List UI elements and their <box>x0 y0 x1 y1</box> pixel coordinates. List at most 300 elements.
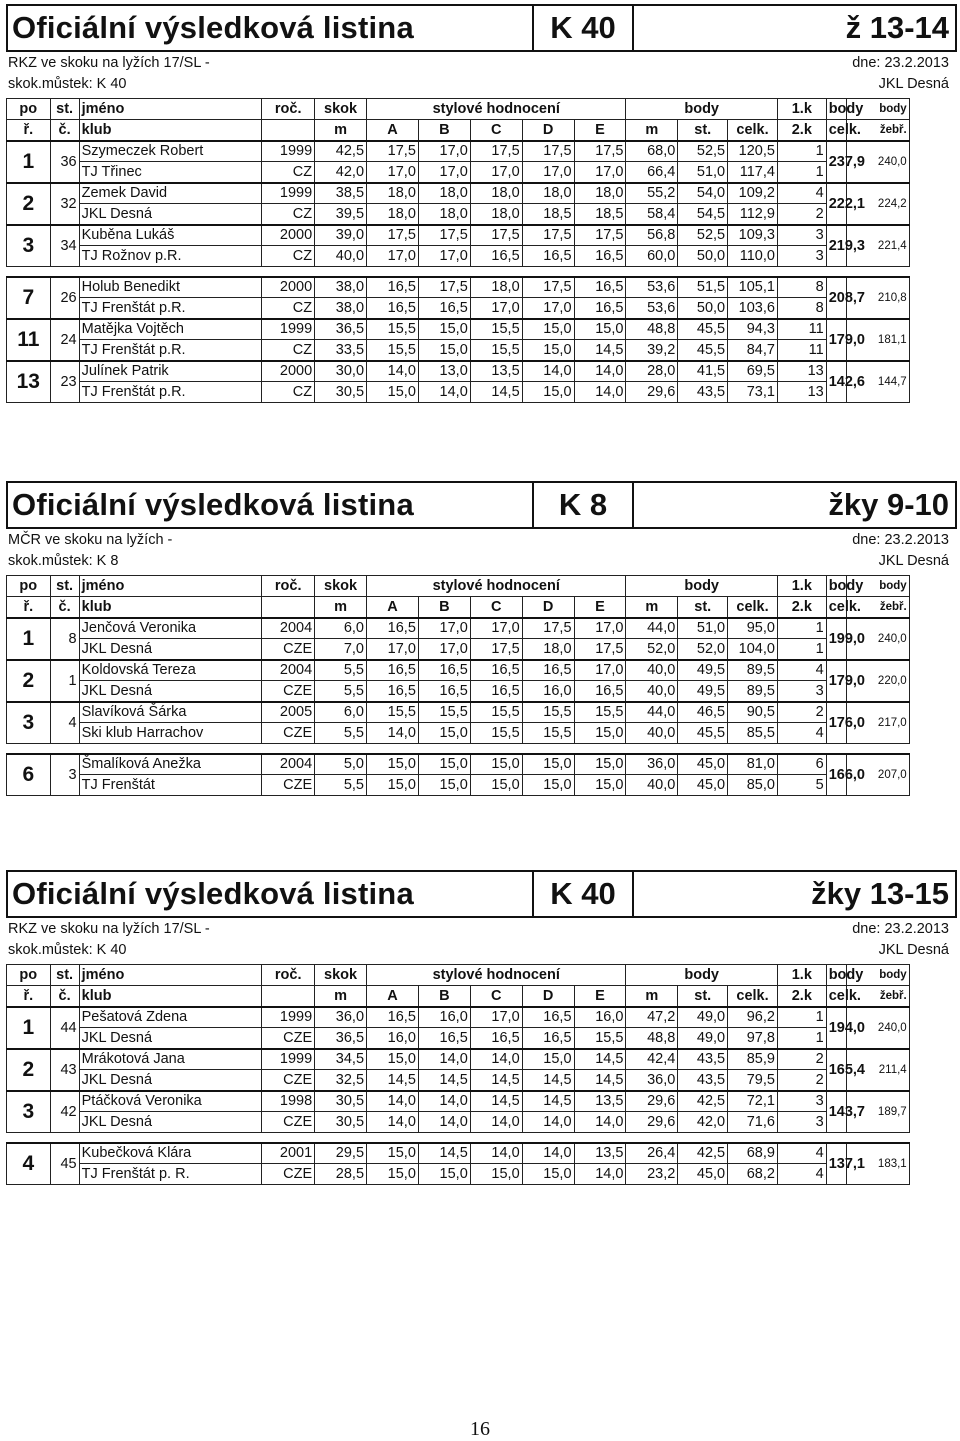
jump1-value: 29,5 <box>315 1143 367 1164</box>
jump1-value: 14,0 <box>470 1049 522 1070</box>
start-number: 36 <box>50 141 79 183</box>
jump2-value: 73,1 <box>728 382 778 403</box>
athlete-name: Mrákotová Jana <box>79 1049 262 1070</box>
jump2-value: 52,0 <box>626 639 678 660</box>
jump2-value: 112,9 <box>728 204 778 225</box>
jump2-value: 16,5 <box>574 298 626 319</box>
athlete-name: Holub Benedikt <box>79 277 262 298</box>
nationality: CZE <box>262 1070 315 1091</box>
header-judge-d: D <box>522 120 574 141</box>
jump1-value: 56,8 <box>626 225 678 246</box>
jump1-value: 16,5 <box>367 277 419 298</box>
header-judge-b: B <box>418 986 470 1007</box>
start-number: 42 <box>50 1091 79 1133</box>
club-name: TJ Třinec <box>79 162 262 183</box>
header-club: klub <box>79 986 262 1007</box>
header-judge-a: A <box>367 986 419 1007</box>
header-judge-e: E <box>574 597 626 618</box>
header-ladder-zebr: žebř. <box>847 986 909 1007</box>
club-name: JKL Desná <box>79 1070 262 1091</box>
club-name: JKL Desná <box>79 1112 262 1133</box>
jump1-value: 1 <box>777 1007 826 1028</box>
jump1-value: 15,0 <box>367 1049 419 1070</box>
jump2-value: 15,0 <box>522 775 574 796</box>
sheet-title: Oficiální výsledková listina <box>8 483 534 527</box>
jump1-value: 45,0 <box>678 754 728 775</box>
jump1-value: 38,0 <box>315 277 367 298</box>
jump2-value: 16,5 <box>418 298 470 319</box>
jump2-value: 15,0 <box>367 1164 419 1185</box>
jump1-value: 1 <box>777 618 826 639</box>
nationality: CZE <box>262 1028 315 1049</box>
hill-info: skok.můstek: K 40 <box>8 76 127 92</box>
header-row-1 <box>7 99 958 120</box>
total-points: 166,0 <box>826 754 847 796</box>
competition-name: MČR ve skoku na lyžích - <box>8 532 173 548</box>
club-name: TJ Frenštát p.R. <box>79 382 262 403</box>
competition-date: dne: 23.2.2013 <box>852 532 949 548</box>
header-points-total: celk. <box>728 986 778 1007</box>
jump1-value: 17,0 <box>418 618 470 639</box>
header-round1: 1.k <box>777 576 826 597</box>
header-points: body <box>626 576 778 597</box>
jump1-value: 17,0 <box>574 618 626 639</box>
athlete-place: 3 <box>7 225 51 267</box>
jump1-value: 17,5 <box>574 141 626 162</box>
jump1-value: 16,5 <box>522 660 574 681</box>
jump1-value: 28,0 <box>626 361 678 382</box>
ladder-points: 217,0 <box>847 702 909 744</box>
nationality: CZ <box>262 298 315 319</box>
ladder-points: 144,7 <box>847 361 909 403</box>
start-number: 26 <box>50 277 79 319</box>
birth-year: 1999 <box>262 1049 315 1070</box>
athlete-name: Kubečková Klára <box>79 1143 262 1164</box>
jump2-value: 45,5 <box>678 340 728 361</box>
header-style-scores: stylové hodnocení <box>367 576 626 597</box>
result-row-first-jump <box>7 277 958 298</box>
header-ladder: body <box>847 99 909 120</box>
ladder-points: 181,1 <box>847 319 909 361</box>
jump1-value: 18,0 <box>367 183 419 204</box>
jump1-value: 14,0 <box>522 361 574 382</box>
jump2-value: 17,0 <box>470 298 522 319</box>
jump1-value: 30,5 <box>315 1091 367 1112</box>
gap-cell <box>7 267 958 277</box>
total-points: 208,7 <box>826 277 847 319</box>
jump1-value: 15,5 <box>470 319 522 340</box>
jump2-value: 15,0 <box>367 775 419 796</box>
jump2-value: 14,0 <box>367 1112 419 1133</box>
ladder-points: 207,0 <box>847 754 909 796</box>
jump1-value: 14,5 <box>470 1091 522 1112</box>
header-points-total: celk. <box>728 597 778 618</box>
header-year: roč. <box>262 965 315 986</box>
jump1-value: 17,5 <box>522 141 574 162</box>
start-number: 45 <box>50 1143 79 1185</box>
jump1-value: 3 <box>777 225 826 246</box>
athlete-place: 7 <box>7 277 51 319</box>
jump1-value: 96,2 <box>728 1007 778 1028</box>
jump2-value: 30,5 <box>315 382 367 403</box>
jump1-value: 18,0 <box>470 183 522 204</box>
jump2-value: 29,6 <box>626 1112 678 1133</box>
header-points-m: m <box>626 120 678 141</box>
birth-year: 2000 <box>262 225 315 246</box>
jump1-value: 48,8 <box>626 319 678 340</box>
athlete-name: Zemek David <box>79 183 262 204</box>
result-row-first-jump <box>7 1091 958 1112</box>
jump2-value: 30,5 <box>315 1112 367 1133</box>
jump1-value: 68,0 <box>626 141 678 162</box>
header-total: body <box>826 576 847 597</box>
jump1-value: 13 <box>777 361 826 382</box>
jump1-value: 14,0 <box>522 1143 574 1164</box>
jump2-value: 71,6 <box>728 1112 778 1133</box>
header-points-m: m <box>626 986 678 1007</box>
jump2-value: 40,0 <box>626 775 678 796</box>
result-row-first-jump <box>7 183 958 204</box>
jump1-value: 95,0 <box>728 618 778 639</box>
jump1-value: 1 <box>777 141 826 162</box>
nationality: CZE <box>262 723 315 744</box>
jump2-value: 14,0 <box>367 723 419 744</box>
club-name: JKL Desná <box>79 639 262 660</box>
header-name: jméno <box>79 576 262 597</box>
total-points: 199,0 <box>826 618 847 660</box>
header-judge-c: C <box>470 597 522 618</box>
jump2-value: 45,0 <box>678 775 728 796</box>
result-row-second-jump <box>7 639 958 660</box>
jump2-value: 17,5 <box>470 639 522 660</box>
total-points: 219,3 <box>826 225 847 267</box>
jump1-value: 15,0 <box>470 754 522 775</box>
jump1-value: 26,4 <box>626 1143 678 1164</box>
jump1-value: 6,0 <box>315 702 367 723</box>
result-row-first-jump <box>7 1007 958 1028</box>
jump2-value: 15,0 <box>522 382 574 403</box>
jump2-value: 32,5 <box>315 1070 367 1091</box>
nationality: CZ <box>262 340 315 361</box>
birth-year: 1999 <box>262 319 315 340</box>
birth-year: 2004 <box>262 618 315 639</box>
jump1-value: 42,5 <box>678 1091 728 1112</box>
jump1-value: 17,5 <box>367 141 419 162</box>
start-number: 4 <box>50 702 79 744</box>
jump1-value: 68,9 <box>728 1143 778 1164</box>
jump1-value: 3 <box>777 1091 826 1112</box>
jump1-value: 89,5 <box>728 660 778 681</box>
ladder-points: 240,0 <box>847 141 909 183</box>
header-place: po <box>7 576 51 597</box>
jump1-value: 11 <box>777 319 826 340</box>
jump2-value: 4 <box>777 1164 826 1185</box>
result-row-first-jump <box>7 141 958 162</box>
ladder-points: 189,7 <box>847 1091 909 1133</box>
result-row-second-jump <box>7 775 958 796</box>
jump2-value: 14,5 <box>574 1070 626 1091</box>
jump2-value: 14,0 <box>574 1112 626 1133</box>
row-gap <box>7 1133 958 1143</box>
jump2-value: 1 <box>777 639 826 660</box>
jump2-value: 14,5 <box>418 1070 470 1091</box>
jump1-value: 5,0 <box>315 754 367 775</box>
jump2-value: 5,5 <box>315 681 367 702</box>
header-empty <box>262 597 315 618</box>
ladder-points: 210,8 <box>847 277 909 319</box>
birth-year: 2000 <box>262 277 315 298</box>
header-judge-d: D <box>522 986 574 1007</box>
jump1-value: 8 <box>777 277 826 298</box>
header-style-scores: stylové hodnocení <box>367 965 626 986</box>
jump1-value: 54,0 <box>678 183 728 204</box>
jump2-value: 110,0 <box>728 246 778 267</box>
birth-year: 1999 <box>262 141 315 162</box>
jump2-value: 14,0 <box>418 1112 470 1133</box>
jump2-value: 29,6 <box>626 382 678 403</box>
jump2-value: 49,5 <box>678 681 728 702</box>
header-round1: 1.k <box>777 965 826 986</box>
header-year: roč. <box>262 576 315 597</box>
club-name: TJ Frenštát p.R. <box>79 340 262 361</box>
jump1-value: 16,5 <box>470 660 522 681</box>
jump2-value: 53,6 <box>626 298 678 319</box>
header-meters: m <box>315 120 367 141</box>
jump2-value: 36,0 <box>626 1070 678 1091</box>
jump1-value: 15,0 <box>367 1143 419 1164</box>
start-number: 43 <box>50 1049 79 1091</box>
jump2-value: 17,0 <box>418 639 470 660</box>
start-number: 24 <box>50 319 79 361</box>
row-gap <box>7 267 958 277</box>
jump2-value: 79,5 <box>728 1070 778 1091</box>
athlete-name: Pešatová Zdena <box>79 1007 262 1028</box>
jump2-value: 15,5 <box>470 340 522 361</box>
jump2-value: 16,5 <box>418 1028 470 1049</box>
jump1-value: 4 <box>777 660 826 681</box>
jump1-value: 16,5 <box>367 618 419 639</box>
header-ladder-zebr: žebř. <box>847 120 909 141</box>
jump1-value: 13,5 <box>574 1143 626 1164</box>
organizer-name: JKL Desná <box>878 76 949 92</box>
jump1-value: 38,5 <box>315 183 367 204</box>
jump1-value: 109,2 <box>728 183 778 204</box>
athlete-place: 13 <box>7 361 51 403</box>
total-points: 142,6 <box>826 361 847 403</box>
header-total-celk: celk. <box>826 986 847 1007</box>
nationality: CZE <box>262 681 315 702</box>
jump2-value: 17,0 <box>418 246 470 267</box>
competition-date: dne: 23.2.2013 <box>852 55 949 71</box>
jump2-value: 16,5 <box>418 681 470 702</box>
header-points: body <box>626 965 778 986</box>
header-points-st: st. <box>678 986 728 1007</box>
result-row-second-jump <box>7 1164 958 1185</box>
athlete-place: 4 <box>7 1143 51 1185</box>
jump1-value: 52,5 <box>678 225 728 246</box>
athlete-place: 2 <box>7 660 51 702</box>
athlete-name: Ptáčková Veronika <box>79 1091 262 1112</box>
start-number: 44 <box>50 1007 79 1049</box>
jump1-value: 17,5 <box>470 225 522 246</box>
jump2-value: 49,0 <box>678 1028 728 1049</box>
jump1-value: 14,0 <box>574 361 626 382</box>
jump2-value: 23,2 <box>626 1164 678 1185</box>
jump1-value: 41,5 <box>678 361 728 382</box>
athlete-place: 3 <box>7 1091 51 1133</box>
jump1-value: 13,5 <box>574 1091 626 1112</box>
jump1-value: 6,0 <box>315 618 367 639</box>
jump2-value: 18,0 <box>367 204 419 225</box>
jump1-value: 15,0 <box>522 1049 574 1070</box>
header-year: roč. <box>262 99 315 120</box>
jump2-value: 50,0 <box>678 246 728 267</box>
jump1-value: 15,5 <box>470 702 522 723</box>
organizer-name: JKL Desná <box>878 553 949 569</box>
competition-name: RKZ ve skoku na lyžích 17/SL - <box>8 921 210 937</box>
hill-size: K 8 <box>534 483 634 527</box>
jump1-value: 14,0 <box>418 1091 470 1112</box>
header-empty <box>262 986 315 1007</box>
club-name: TJ Frenštát p. R. <box>79 1164 262 1185</box>
jump1-value: 15,0 <box>574 319 626 340</box>
jump1-value: 51,5 <box>678 277 728 298</box>
competition-name: RKZ ve skoku na lyžích 17/SL - <box>8 55 210 71</box>
total-points: 222,1 <box>826 183 847 225</box>
header-ladder: body <box>847 965 909 986</box>
jump2-value: 18,0 <box>522 639 574 660</box>
jump2-value: 15,0 <box>522 1164 574 1185</box>
header-total-celk: celk. <box>826 597 847 618</box>
jump1-value: 15,0 <box>522 319 574 340</box>
jump1-value: 13,0 <box>418 361 470 382</box>
ladder-points: 183,1 <box>847 1143 909 1185</box>
birth-year: 2005 <box>262 702 315 723</box>
sheet-title-bar <box>6 4 957 52</box>
jump1-value: 52,5 <box>678 141 728 162</box>
organizer-name: JKL Desná <box>878 942 949 958</box>
result-row-first-jump <box>7 754 958 775</box>
jump2-value: 11 <box>777 340 826 361</box>
header-round2: 2.k <box>777 986 826 1007</box>
jump1-value: 42,5 <box>678 1143 728 1164</box>
competition-date: dne: 23.2.2013 <box>852 921 949 937</box>
athlete-name: Szymeczek Robert <box>79 141 262 162</box>
result-row-second-jump <box>7 382 958 403</box>
header-points-total: celk. <box>728 120 778 141</box>
club-name: JKL Desná <box>79 204 262 225</box>
jump1-value: 15,0 <box>522 754 574 775</box>
gap-cell <box>7 1133 958 1143</box>
jump2-value: 15,0 <box>470 1164 522 1185</box>
header-rank: ř. <box>7 986 51 1007</box>
jump1-value: 16,5 <box>367 1007 419 1028</box>
header-row-1 <box>7 965 958 986</box>
athlete-name: Slavíková Šárka <box>79 702 262 723</box>
total-points: 179,0 <box>826 319 847 361</box>
jump1-value: 17,5 <box>574 225 626 246</box>
jump1-value: 17,0 <box>418 141 470 162</box>
jump1-value: 2 <box>777 1049 826 1070</box>
jump2-value: 16,5 <box>367 298 419 319</box>
jump2-value: 14,0 <box>574 382 626 403</box>
header-ladder: body <box>847 576 909 597</box>
jump1-value: 17,0 <box>574 660 626 681</box>
jump2-value: 28,5 <box>315 1164 367 1185</box>
jump1-value: 16,5 <box>418 660 470 681</box>
jump1-value: 17,0 <box>470 618 522 639</box>
jump1-value: 39,0 <box>315 225 367 246</box>
results-section-women-13-15 <box>6 870 957 1185</box>
jump2-value: 14,5 <box>470 382 522 403</box>
result-row-first-jump <box>7 1143 958 1164</box>
jump2-value: 117,4 <box>728 162 778 183</box>
jump1-value: 36,0 <box>626 754 678 775</box>
jump2-value: 16,5 <box>522 246 574 267</box>
nationality: CZ <box>262 246 315 267</box>
ladder-points: 224,2 <box>847 183 909 225</box>
jump1-value: 4 <box>777 183 826 204</box>
jump2-value: 40,0 <box>315 246 367 267</box>
jump1-value: 14,5 <box>574 1049 626 1070</box>
sheet-subheader <box>6 529 957 575</box>
jump2-value: 14,5 <box>470 1070 522 1091</box>
jump1-value: 120,5 <box>728 141 778 162</box>
athlete-place: 2 <box>7 1049 51 1091</box>
jump2-value: 17,0 <box>367 639 419 660</box>
jump2-value: 15,5 <box>367 340 419 361</box>
result-row-second-jump <box>7 1070 958 1091</box>
jump1-value: 15,5 <box>574 702 626 723</box>
jump1-value: 30,0 <box>315 361 367 382</box>
jump2-value: 89,5 <box>728 681 778 702</box>
jump2-value: 45,0 <box>678 1164 728 1185</box>
jump1-value: 5,5 <box>315 660 367 681</box>
jump1-value: 14,0 <box>418 1049 470 1070</box>
total-points: 143,7 <box>826 1091 847 1133</box>
result-row-second-jump <box>7 1112 958 1133</box>
birth-year: 2001 <box>262 1143 315 1164</box>
jump2-value: 58,4 <box>626 204 678 225</box>
jump1-value: 17,5 <box>470 141 522 162</box>
birth-year: 1999 <box>262 183 315 204</box>
jump1-value: 85,9 <box>728 1049 778 1070</box>
jump2-value: 1 <box>777 1028 826 1049</box>
jump1-value: 44,0 <box>626 702 678 723</box>
jump1-value: 17,5 <box>418 225 470 246</box>
jump1-value: 15,5 <box>418 702 470 723</box>
ladder-points: 221,4 <box>847 225 909 267</box>
jump1-value: 15,5 <box>367 319 419 340</box>
jump2-value: 15,5 <box>574 1028 626 1049</box>
athlete-name: Šmalíková Anežka <box>79 754 262 775</box>
jump1-value: 42,4 <box>626 1049 678 1070</box>
jump1-value: 43,5 <box>678 1049 728 1070</box>
result-row-second-jump <box>7 723 958 744</box>
jump1-value: 4 <box>777 1143 826 1164</box>
jump2-value: 17,0 <box>367 246 419 267</box>
ladder-points: 240,0 <box>847 618 909 660</box>
sheet-title-bar <box>6 870 957 918</box>
jump1-value: 6 <box>777 754 826 775</box>
jump2-value: 42,0 <box>315 162 367 183</box>
header-row-2 <box>7 597 958 618</box>
jump2-value: 2 <box>777 204 826 225</box>
jump1-value: 16,0 <box>574 1007 626 1028</box>
jump2-value: 16,5 <box>574 246 626 267</box>
jump1-value: 17,5 <box>522 618 574 639</box>
jump1-value: 105,1 <box>728 277 778 298</box>
